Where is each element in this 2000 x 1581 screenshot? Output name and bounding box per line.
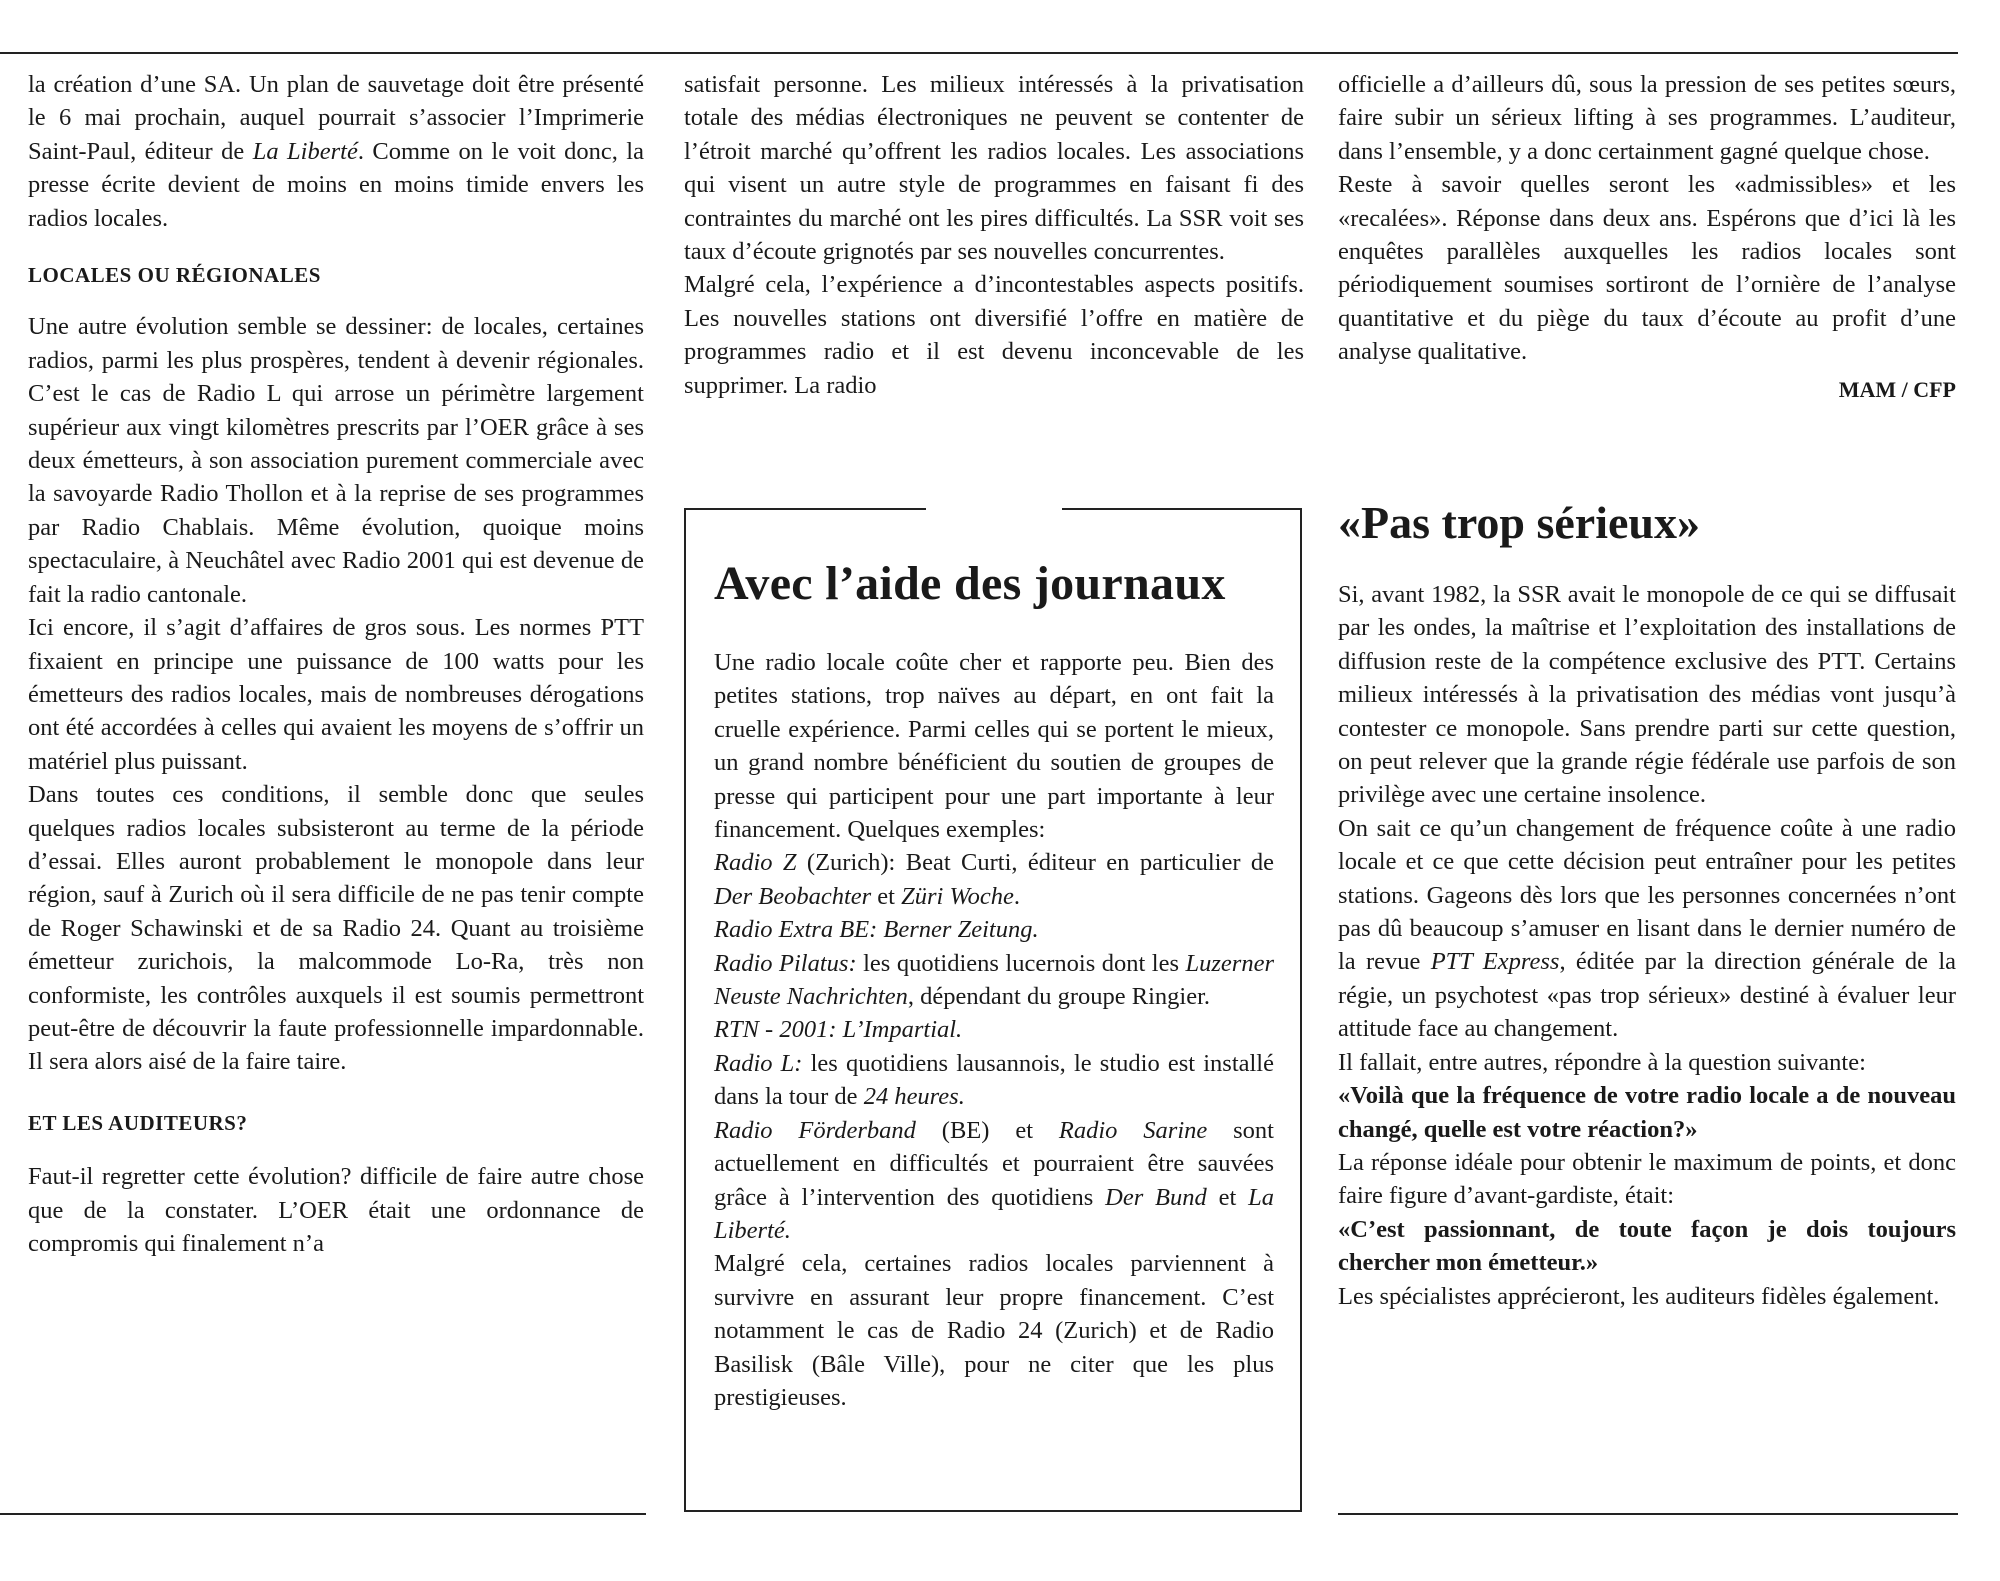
sidebar-article	[1338, 578, 1956, 1313]
bottom-rule-left	[0, 1513, 646, 1515]
box-example-radio-extra: Radio Extra BE: Berner Zeitung.	[714, 916, 1039, 944]
sidebar-paragraph-3: Il fallait, entre autres, répondre à la question suivante:	[1338, 1048, 1866, 1076]
column-2	[684, 68, 1304, 402]
author-signature: MAM / CFP	[1838, 376, 1956, 402]
box-outro: Malgré cela, certaines radios locales parviennent à survivre en assurant leur propre financement. C’est notamment le cas de Radio 24 (Zurich) et de Radio Basilisk (Bâle Ville), pour ne citer que les plus prestigieuses.	[714, 1250, 1274, 1411]
box-example-radio-pilatus: Radio Pilatus: les quotidiens lucernois dont les Luzerner Neuste Nachrichten, dépendant du groupe Ringier.	[714, 949, 1274, 1011]
sidebar-paragraph-1: Si, avant 1982, la SSR avait le monopole de ce qui se diffusait par les ondes, la maîtrise et l’exploitation des installations de diffusion reste de la compétence exclusive des PTT. Certains milieux intéressés à la privatisation des médias vont jusqu’à contester ce monopole. Sans prendre parti sur cette question, on peut relever que la grande régie fédérale use parfois de son privilège avec une certaine insolence.	[1338, 581, 1956, 809]
col1-paragraph-3: Ici encore, il s’agit d’affaires de gros sous. Les normes PTT fixaient en principe une puissance de 100 watts pour les émetteurs des radios locales, mais de nombreuses dérogations ont été accordées à celles qui avaient les moyens de s’offrir un matériel plus puissant.	[28, 614, 644, 775]
column-3	[1338, 68, 1956, 406]
col2-paragraph-1: satisfait personne. Les milieux intéressés à la privatisation totale des médias électroniques ne peuvent se contenter de l’étroit marché qu’offrent les radios locales. Les associations qui visent un autre style de programmes en faisant fi des contraintes du marché ont les pires difficultés. La SSR voit ses taux d’écoute grignotés par ses nouvelles concurrentes.	[684, 71, 1304, 266]
col3-paragraph-2: Reste à savoir quelles seront les «admissibles» et les «recalées». Réponse dans deux ans. Espérons que d’ici là les enquêtes parallèles auxquelles les radios locales sont périodiquement soumises sortiront de l’ornière de l’analyse quantitative et du piège du taux d’écoute au profit d’une analyse qualitative.	[1338, 171, 1956, 366]
bottom-rule-right	[1338, 1513, 1958, 1515]
col1-paragraph-2: Une autre évolution semble se dessiner: de locales, certaines radios, parmi les plus prospères, tendent à devenir régionales. C’est le cas de Radio L qui arrose un périmètre largement supérieur aux vingt kilomètres prescrits par l’OER grâce à ses deux émetteurs, à son association purement commerciale avec la savoyarde Radio Thollon et à la reprise de ses programmes par Radio Chablais. Même évolution, quoique moins spectaculaire, à Neuchâtel avec Radio 2001 qui est devenue de fait la radio cantonale.	[28, 313, 644, 608]
sidebar-answer: «C’est passionnant, de toute façon je dois toujours chercher mon émetteur.»	[1338, 1215, 1956, 1277]
sidebar-box-journaux	[684, 508, 1302, 1512]
sidebar-paragraph-4: La réponse idéale pour obtenir le maximum de points, et donc faire figure d’avant-gardiste, était:	[1338, 1148, 1956, 1210]
box-example-radio-l: Radio L: les quotidiens lausannois, le studio est installé dans la tour de 24 heures.	[714, 1049, 1274, 1111]
column-1	[28, 68, 644, 1260]
top-rule	[0, 52, 1958, 54]
box-intro: Une radio locale coûte cher et rapporte peu. Bien des petites stations, trop naïves au départ, en ont fait la cruelle expérience. Parmi celles qui se portent le mieux, un grand nombre bénéficient du soutien de groupes de presse qui participent pour une part importante à leur financement. Quelques exemples:	[714, 649, 1274, 844]
sidebar-paragraph-2: On sait ce qu’un changement de fréquence coûte à une radio locale et ce que cette décision peut entraîner pour les petites stations. Gageons dès lors que les personnes concernées n’ont pas dû beaucoup s’amuser en lisant dans le dernier numéro de la revue PTT Express, éditée par la direction générale de la régie, un psychotest «pas trop sérieux» destiné à évaluer leur attitude face au changement.	[1338, 814, 1957, 1043]
subhead-locales-ou-regionales: LOCALES OU RÉGIONALES	[28, 263, 321, 288]
box-body	[714, 646, 1274, 1414]
box-example-radio-z: Radio Z (Zurich): Beat Curti, éditeur en particulier de Der Beobachter et Züri Woche.	[714, 849, 1274, 910]
box-example-rtn: RTN - 2001: L’Impartial.	[714, 1016, 963, 1044]
sidebar-title: «Pas trop sérieux»	[1338, 497, 1701, 548]
box-border-gap	[926, 507, 1062, 512]
box-title: Avec l’aide des journaux	[714, 557, 1226, 610]
sidebar-paragraph-5: Les spécialistes apprécieront, les auditeurs fidèles également.	[1338, 1282, 1940, 1310]
col3-paragraph-1: officielle a d’ailleurs dû, sous la pression de ses petites sœurs, faire subir un sérieux lifting à ses programmes. L’auditeur, dans l’ensemble, y a donc certainment gagné quelque chose.	[1338, 71, 1956, 165]
col1-paragraph-5: Faut-il regretter cette évolution? difficile de faire autre chose que de la constater. L’OER était une ordonnance de compromis qui finalement n’a	[28, 1163, 644, 1257]
subhead-et-les-auditeurs: ET LES AUDITEURS?	[28, 1110, 248, 1135]
col2-paragraph-2: Malgré cela, l’expérience a d’incontestables aspects positifs. Les nouvelles stations ont diversifié l’offre en matière de programmes radio et il est devenu inconcevable de les supprimer. La radio	[684, 271, 1304, 399]
sidebar-question: «Voilà que la fréquence de votre radio locale a de nouveau changé, quelle est votre réaction?»	[1338, 1082, 1956, 1143]
col1-paragraph-1: la création d’une SA. Un plan de sauvetage doit être présenté le 6 mai prochain, auquel pourrait s’associer l’Imprimerie Saint-Paul, éditeur de La Liberté. Comme on le voit donc, la presse écrite devient de moins en moins timide envers les radios locales.	[28, 71, 644, 232]
box-example-radio-forderband: Radio Förderband (BE) et Radio Sarine sont actuellement en difficultés et pourraient être sauvées grâce à l’intervention des quotidiens Der Bund et La Liberté.	[714, 1116, 1275, 1244]
col1-paragraph-4: Dans toutes ces conditions, il semble donc que seules quelques radios locales subsisteront au terme de la période d’essai. Elles auront probablement le monopole dans leur région, sauf à Zurich où il sera difficile de ne pas tenir compte de Roger Schawinski et de sa Radio 24. Quant au troisième émetteur zurichois, la malcommode Lo-Ra, très non conformiste, les contrôles auxquels il est soumis permettront peut-être de découvrir la faute professionnelle impardonnable. Il sera alors aisé de la faire taire.	[28, 781, 644, 1076]
